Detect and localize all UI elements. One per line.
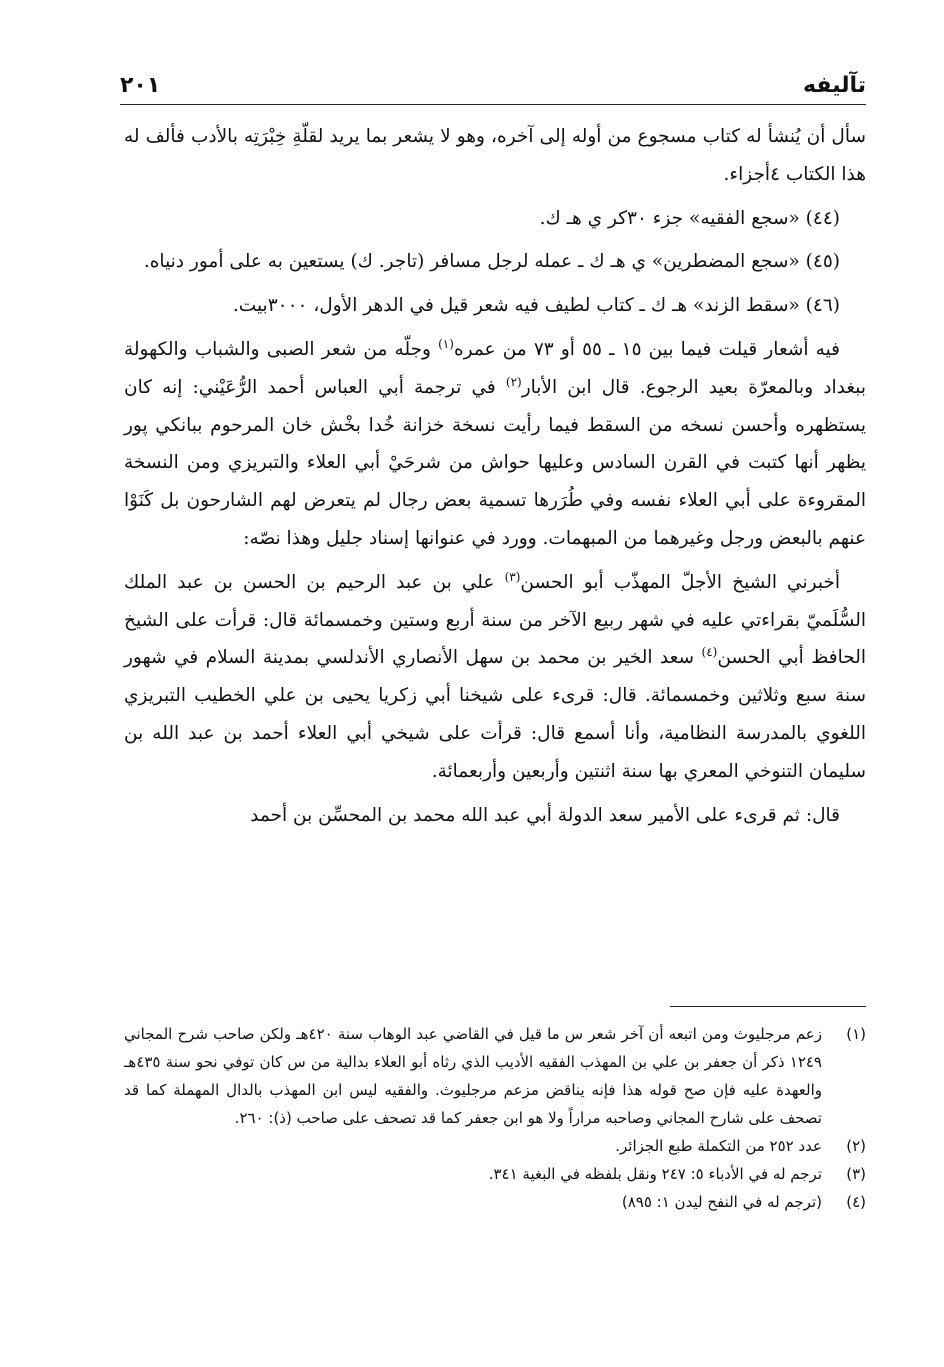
text-run: أخبرني الشيخ الأجلّ المهذّب أبو الحسن bbox=[520, 571, 840, 593]
footnote-text: (ترجم له في النفح ليدن ١: ٨٩٥) bbox=[621, 1193, 822, 1211]
paragraph-saqt-description bbox=[124, 331, 866, 558]
footnote-text: زعم مرجليوث ومن اتبعه أن آخر شعر س ما قيل في القاضي عبد الوهاب سنة ٤٢٠هـ ولكن صاحب شرح المجاني ١٢٤٩ ذكر أن جعفر بن علي بن المهذب الفقيه الأديب الذي رثاه أبو العلاء بدالية من س كان توفي نحو سنة ٤٣٥هـ والعهدة عليه فإن صح قوله هذا فإنه يناقض مزعم مرجليوث. والفقيه ليس ابن المهذب بالدال المهملة كما قد تصحف على شارح المجاني وصاحبه مراراً ولا هو ابن جعفر كما قد تصحف على صاحب (ذ): ٢٦٠. bbox=[124, 1025, 822, 1127]
footnote-number: (٣) bbox=[846, 1165, 866, 1183]
footnote-ref-1: (١) bbox=[438, 336, 454, 351]
footnote-text: ترجم له في الأدباء ٥: ٢٤٧ ونقل بلفظه في البغية ٣٤١. bbox=[488, 1165, 822, 1183]
paragraph-intro: سأل أن يُنشأ له كتاب مسجوع من أوله إلى آخره، وهو لا يشعر بما يريد لقلّةِ خِبْرَتِه بالأدب فألف له هذا الكتاب ٤أجزاء. bbox=[124, 126, 866, 185]
text-run: سعد الخير بن محمد بن سهل الأنصاري الأندلسي بمدينة السلام في شهور سنة سبع وثلاثين وخمسمائة. قال: قرىء على شيخنا أبي زكريا يحيى بن علي الخطيب التبريزي اللغوي بالمدرسة النظامية، وأنا أسمع قال: قرأت على شيخي أبي العلاء أحمد بن عبد الله بن سليمان التنوخي المعري بها سنة اثنتين وأربعين وأربعمائة. bbox=[124, 647, 866, 782]
footnote-divider bbox=[670, 1006, 866, 1007]
footnote-1 bbox=[124, 1020, 866, 1132]
footnote-2 bbox=[124, 1132, 866, 1160]
footnote-number: (٢) bbox=[846, 1137, 866, 1155]
entry-44: (٤٤) «سجع الفقيه» جزء ٣٠كر ي هـ ك. bbox=[539, 207, 840, 229]
footnote-ref-2: (٢) bbox=[505, 374, 522, 389]
paragraph-isnad bbox=[124, 564, 866, 791]
page-number: ٢٠١ bbox=[120, 73, 161, 98]
footnote-number: (٤) bbox=[846, 1193, 866, 1211]
running-title: تآليفه bbox=[803, 73, 866, 98]
entry-45: (٤٥) «سجع المضطرين» ي هـ ك ـ عمله لرجل مسافر (تاجر. ك) يستعين به على أمور دنياه. bbox=[143, 251, 840, 273]
footnote-number: (١) bbox=[846, 1025, 866, 1043]
running-header bbox=[120, 64, 866, 105]
text-run: فيه أشعار قيلت فيما بين ١٥ ـ ٥٥ أو ٧٣ من عمره bbox=[453, 338, 840, 360]
footnote-ref-4: (٤) bbox=[701, 645, 718, 660]
footnotes bbox=[124, 1020, 866, 1216]
footnote-text: عدد ٢٥٢ من التكملة طبع الجزائر. bbox=[615, 1137, 822, 1155]
footnote-ref-3: (٣) bbox=[504, 569, 521, 584]
text-run: علي بن عبد الرحيم بن الحسن بن عبد الملك السُّلَميّ بقراءتي عليه في شهر ربيع الآخر من سنة أربع وستين وخمسمائة قال: قرأت على الشيخ الحافظ أبي الحسن bbox=[124, 571, 866, 669]
entry-46: (٤٦) «سقط الزند» هـ ك ـ كتاب لطيف فيه شعر قيل في الدهر الأول، ٣٠٠٠بيت. bbox=[232, 295, 840, 317]
footnote-4 bbox=[124, 1188, 866, 1216]
text-run: وجلّه من شعر الصبى والشباب والكهولة ببغداد وبالمعرّة بعيد الرجوع. قال ابن الأبار bbox=[124, 338, 866, 398]
text-run: في ترجمة أبي العباس أحمد الرُّعَيْني: إنه كان يستظهره وأحسن نسخه من السقط فيما رأيت نسخة خزانة خُدا بخْش خان المرحوم ببانكي پور يظهر أنها كتبت في القرن السادس وعليها حواش من شرحَيْ أبي العلاء والتبريزي ومن النسخة المقروءة على أبي العلاء نفسه وفي طُرَرها تسمية بعض رجال لم يتعرض لهم الشارحون بل كَنَوْا عنهم بالبعض ورجل وغيرهما من المبهمات. وورد في عنوانها إسناد جليل وهذا نصّه: bbox=[124, 376, 866, 549]
paragraph-continuation: قال: ثم قرىء على الأمير سعد الدولة أبي عبد الله محمد بن المحسِّن بن أحمد bbox=[250, 804, 840, 826]
main-text bbox=[124, 118, 866, 840]
footnote-3 bbox=[124, 1160, 866, 1188]
